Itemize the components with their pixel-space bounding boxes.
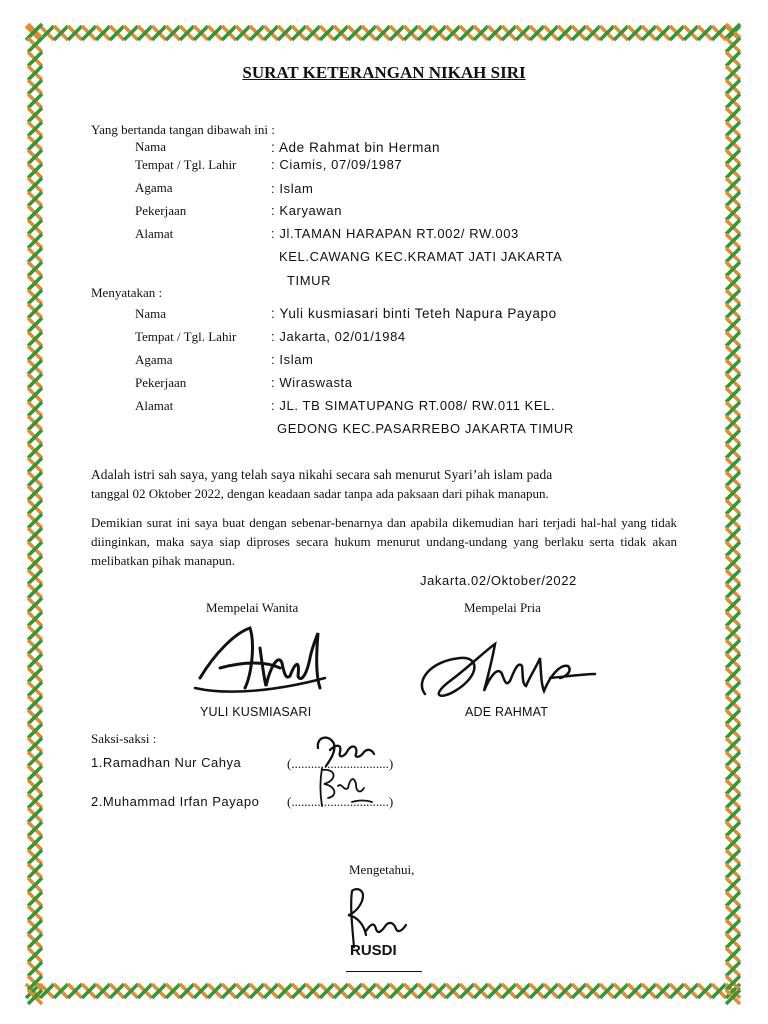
witness1-blank: (..............................)	[287, 756, 394, 771]
value-alamat-1-line1: : Jl.TAMAN HARAPAN RT.002/ RW.003	[271, 226, 519, 241]
value-ttl-2: : Jakarta, 02/01/1984	[271, 329, 406, 344]
date-place: Jakarta.02/Oktober/2022	[420, 573, 577, 588]
label-ttl-1: Tempat / Tgl. Lahir	[135, 157, 237, 172]
witness2-name: 2.Muhammad Irfan Payapo	[91, 794, 260, 809]
value-alamat-2-line2: GEDONG KEC.PASARREBO JAKARTA TIMUR	[277, 421, 574, 436]
value-alamat-2-line1: : JL. TB SIMATUPANG RT.008/ RW.011 KEL.	[271, 398, 556, 413]
document-title: SURAT KETERANGAN NIKAH SIRI	[242, 63, 526, 82]
official-underline	[346, 971, 422, 972]
intro-text: Yang bertanda tangan dibawah ini :	[91, 122, 275, 137]
label-alamat-1: Alamat	[135, 226, 174, 241]
closing-paragraph: Demikian surat ini saya buat dengan sebenar-benarnya dan apabila dikemudian hari terjadi hal-hal yang tidak diinginkan, maka saya siap diproses secara hukum menurut undang-undang yang berlaku serta tidak akan melibatkan pihak manapun.	[91, 515, 677, 568]
menyatakan-label: Menyatakan :	[91, 285, 163, 300]
label-agama-1: Agama	[135, 180, 173, 195]
label-pekerjaan-1: Pekerjaan	[135, 203, 187, 218]
witness1-name: 1.Ramadhan Nur Cahya	[91, 755, 242, 770]
witness2-signature	[308, 762, 378, 812]
label-pekerjaan-2: Pekerjaan	[135, 375, 187, 390]
value-pekerjaan-1: : Karyawan	[271, 203, 343, 218]
groom-signature	[410, 636, 600, 706]
statement-line1: Adalah istri sah saya, yang telah saya nikahi secara sah menurut Syari’ah islam pada	[91, 467, 553, 482]
bride-signature	[190, 618, 340, 708]
label-alamat-2: Alamat	[135, 398, 174, 413]
value-agama-1: : Islam	[271, 181, 314, 196]
groom-name: ADE RAHMAT	[465, 705, 549, 719]
value-ttl-1: : Ciamis, 07/09/1987	[271, 157, 403, 172]
bride-name: YULI KUSMIASARI	[200, 705, 312, 719]
witnesses-heading: Saksi-saksi :	[91, 731, 157, 746]
value-nama-2: : Yuli kusmiasari binti Teteh Napura Payapo	[271, 306, 557, 321]
bride-heading: Mempelai Wanita	[206, 600, 299, 615]
statement-line2: tanggal 02 Oktober 2022, dengan keadaan sadar tanpa ada paksaan dari pihak manapun.	[91, 486, 549, 501]
value-alamat-1-line2: KEL.CAWANG KEC.KRAMAT JATI JAKARTA	[279, 249, 563, 264]
witness2-blank: (..............................)	[287, 794, 394, 809]
official-name: RUSDI	[350, 942, 397, 959]
value-alamat-1-line3: TIMUR	[287, 273, 332, 288]
groom-heading: Mempelai Pria	[464, 600, 541, 615]
value-pekerjaan-2: : Wiraswasta	[271, 375, 353, 390]
label-nama-2: Nama	[135, 306, 167, 321]
value-agama-2: : Islam	[271, 352, 314, 367]
label-ttl-2: Tempat / Tgl. Lahir	[135, 329, 237, 344]
label-nama-1: Nama	[135, 139, 167, 154]
value-nama-1: : Ade Rahmat bin Herman	[271, 140, 441, 155]
acknowledged-label: Mengetahui,	[349, 862, 415, 877]
label-agama-2: Agama	[135, 352, 173, 367]
